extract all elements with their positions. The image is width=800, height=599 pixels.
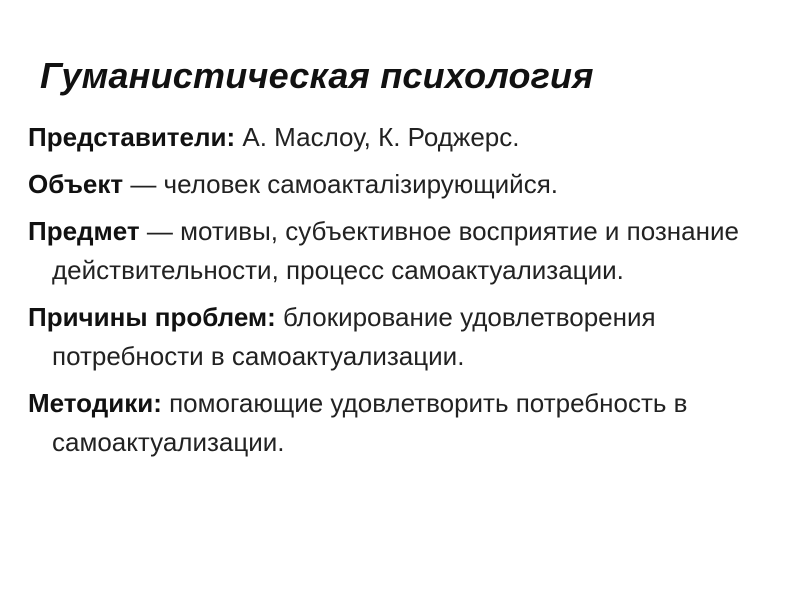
item-label: Предмет xyxy=(28,216,140,246)
slide-title: Гуманистическая психология xyxy=(40,55,594,96)
item-subject xyxy=(28,212,788,290)
item-text: — мотивы, субъективное восприятие и познание действительности, процесс самоактуализации. xyxy=(52,216,739,285)
item-text: — человек самоакталізирующийся. xyxy=(123,169,558,199)
item-label: Причины проблем: xyxy=(28,302,276,332)
item-object xyxy=(28,165,788,204)
item-representatives xyxy=(28,118,788,157)
item-text: помогающие удовлетворить потребность в самоактуализации. xyxy=(52,388,688,457)
item-label: Объект xyxy=(28,169,124,199)
item-methods xyxy=(28,384,788,462)
item-label: Методики: xyxy=(28,388,162,418)
item-text: А. Маслоу, К. Роджерс. xyxy=(235,122,520,152)
slide-content xyxy=(28,118,788,470)
item-label: Представители: xyxy=(28,122,236,152)
item-text: блокирование удовлетворения потребности в самоактуализации. xyxy=(52,302,656,371)
item-problem-causes xyxy=(28,298,788,376)
